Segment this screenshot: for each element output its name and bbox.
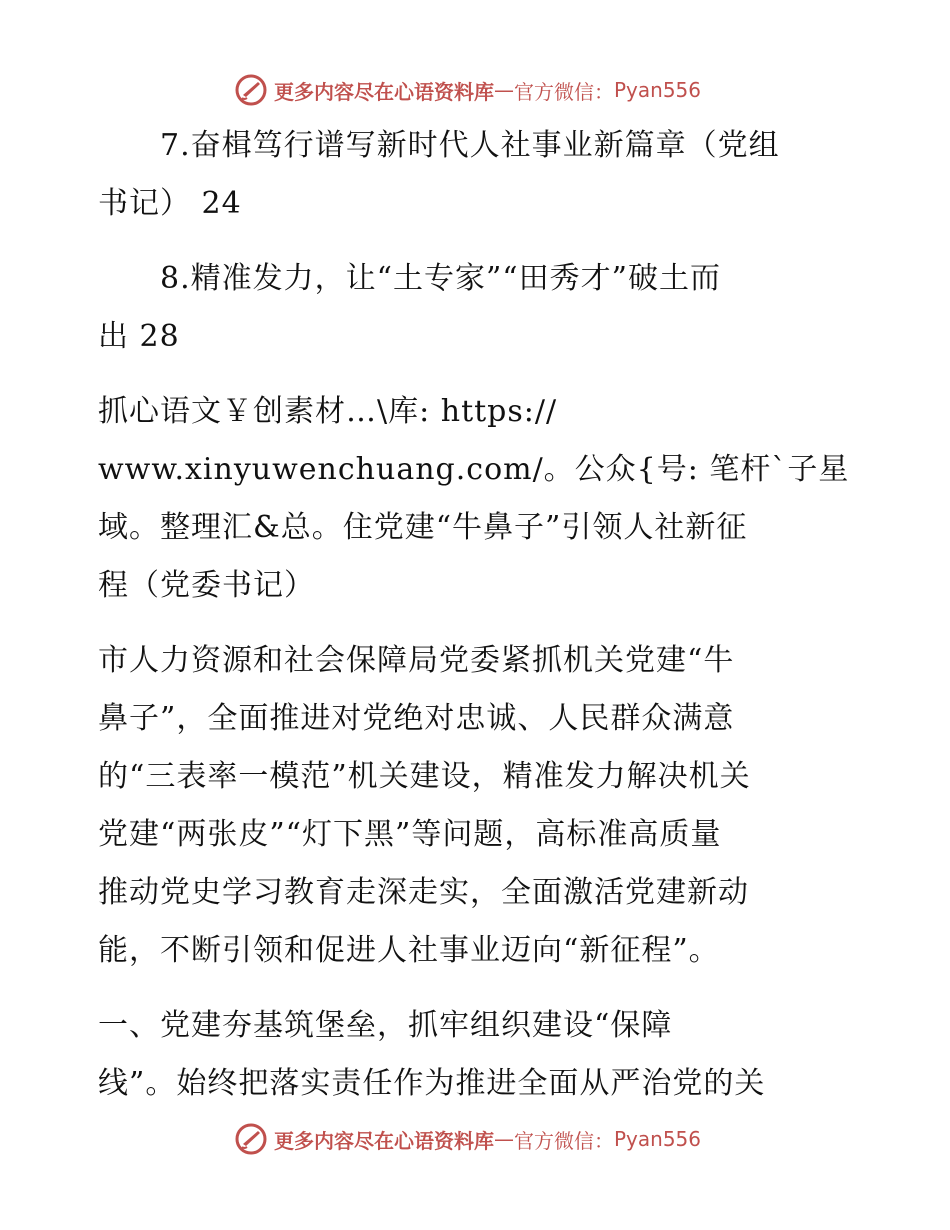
text-line: 一、党建夯基筑堡垒，抓牢组织建设“保障 <box>98 1008 673 1043</box>
text-line: 出 28 <box>98 319 180 354</box>
banner-main-text: 更多内容尽在心语资料库 <box>274 1128 494 1153</box>
banner-sub-text: 官方微信： <box>514 79 614 104</box>
text-line: 线”。始终把落实责任作为推进全面从严治党的关 <box>98 1066 766 1101</box>
text-line: 域。整理汇&总。住党建“牛鼻子”引领人社新征 <box>98 510 748 545</box>
banner-dash: — <box>494 1127 514 1151</box>
text-line: 7.奋楫笃行谱写新时代人社事业新篇章（党组 <box>98 128 780 163</box>
banner-dash: — <box>494 78 514 102</box>
text-line: 推动党史学习教育走深走实，全面激活党建新动 <box>98 875 749 910</box>
text-line: 抓心语文￥创素材…\库: https:// <box>98 394 558 429</box>
text-line: www.xinyuwenchuang.com/。公众{号: 笔杆`子星 <box>98 452 850 487</box>
banner-main-text: 更多内容尽在心语资料库 <box>274 79 494 104</box>
text-line: 市人力资源和社会保障局党委紧抓机关党建“牛 <box>98 643 735 678</box>
banner-wechat-id: Pyan556 <box>614 1127 702 1151</box>
header-watermark-banner <box>234 70 714 110</box>
text-line: 8.精准发力，让“土专家”“田秀才”破土而 <box>98 261 721 296</box>
brush-logo-icon <box>234 1122 268 1156</box>
text-line: 能，不断引领和促进人社事业迈向“新征程”。 <box>98 933 720 968</box>
text-line: 的“三表率一模范”机关建设，精准发力解决机关 <box>98 759 751 794</box>
text-line: 党建“两张皮”“灯下黑”等问题，高标准高质量 <box>98 817 722 852</box>
text-line: 鼻子”，全面推进对党绝对忠诚、人民群众满意 <box>98 701 735 736</box>
text-line: 程（党委书记） <box>98 568 315 603</box>
banner-sub-text: 官方微信： <box>514 1128 614 1153</box>
footer-watermark-banner <box>234 1119 714 1159</box>
text-line: 书记） 24 <box>98 186 242 221</box>
banner-wechat-id: Pyan556 <box>614 78 702 102</box>
brush-logo-icon <box>234 73 268 107</box>
